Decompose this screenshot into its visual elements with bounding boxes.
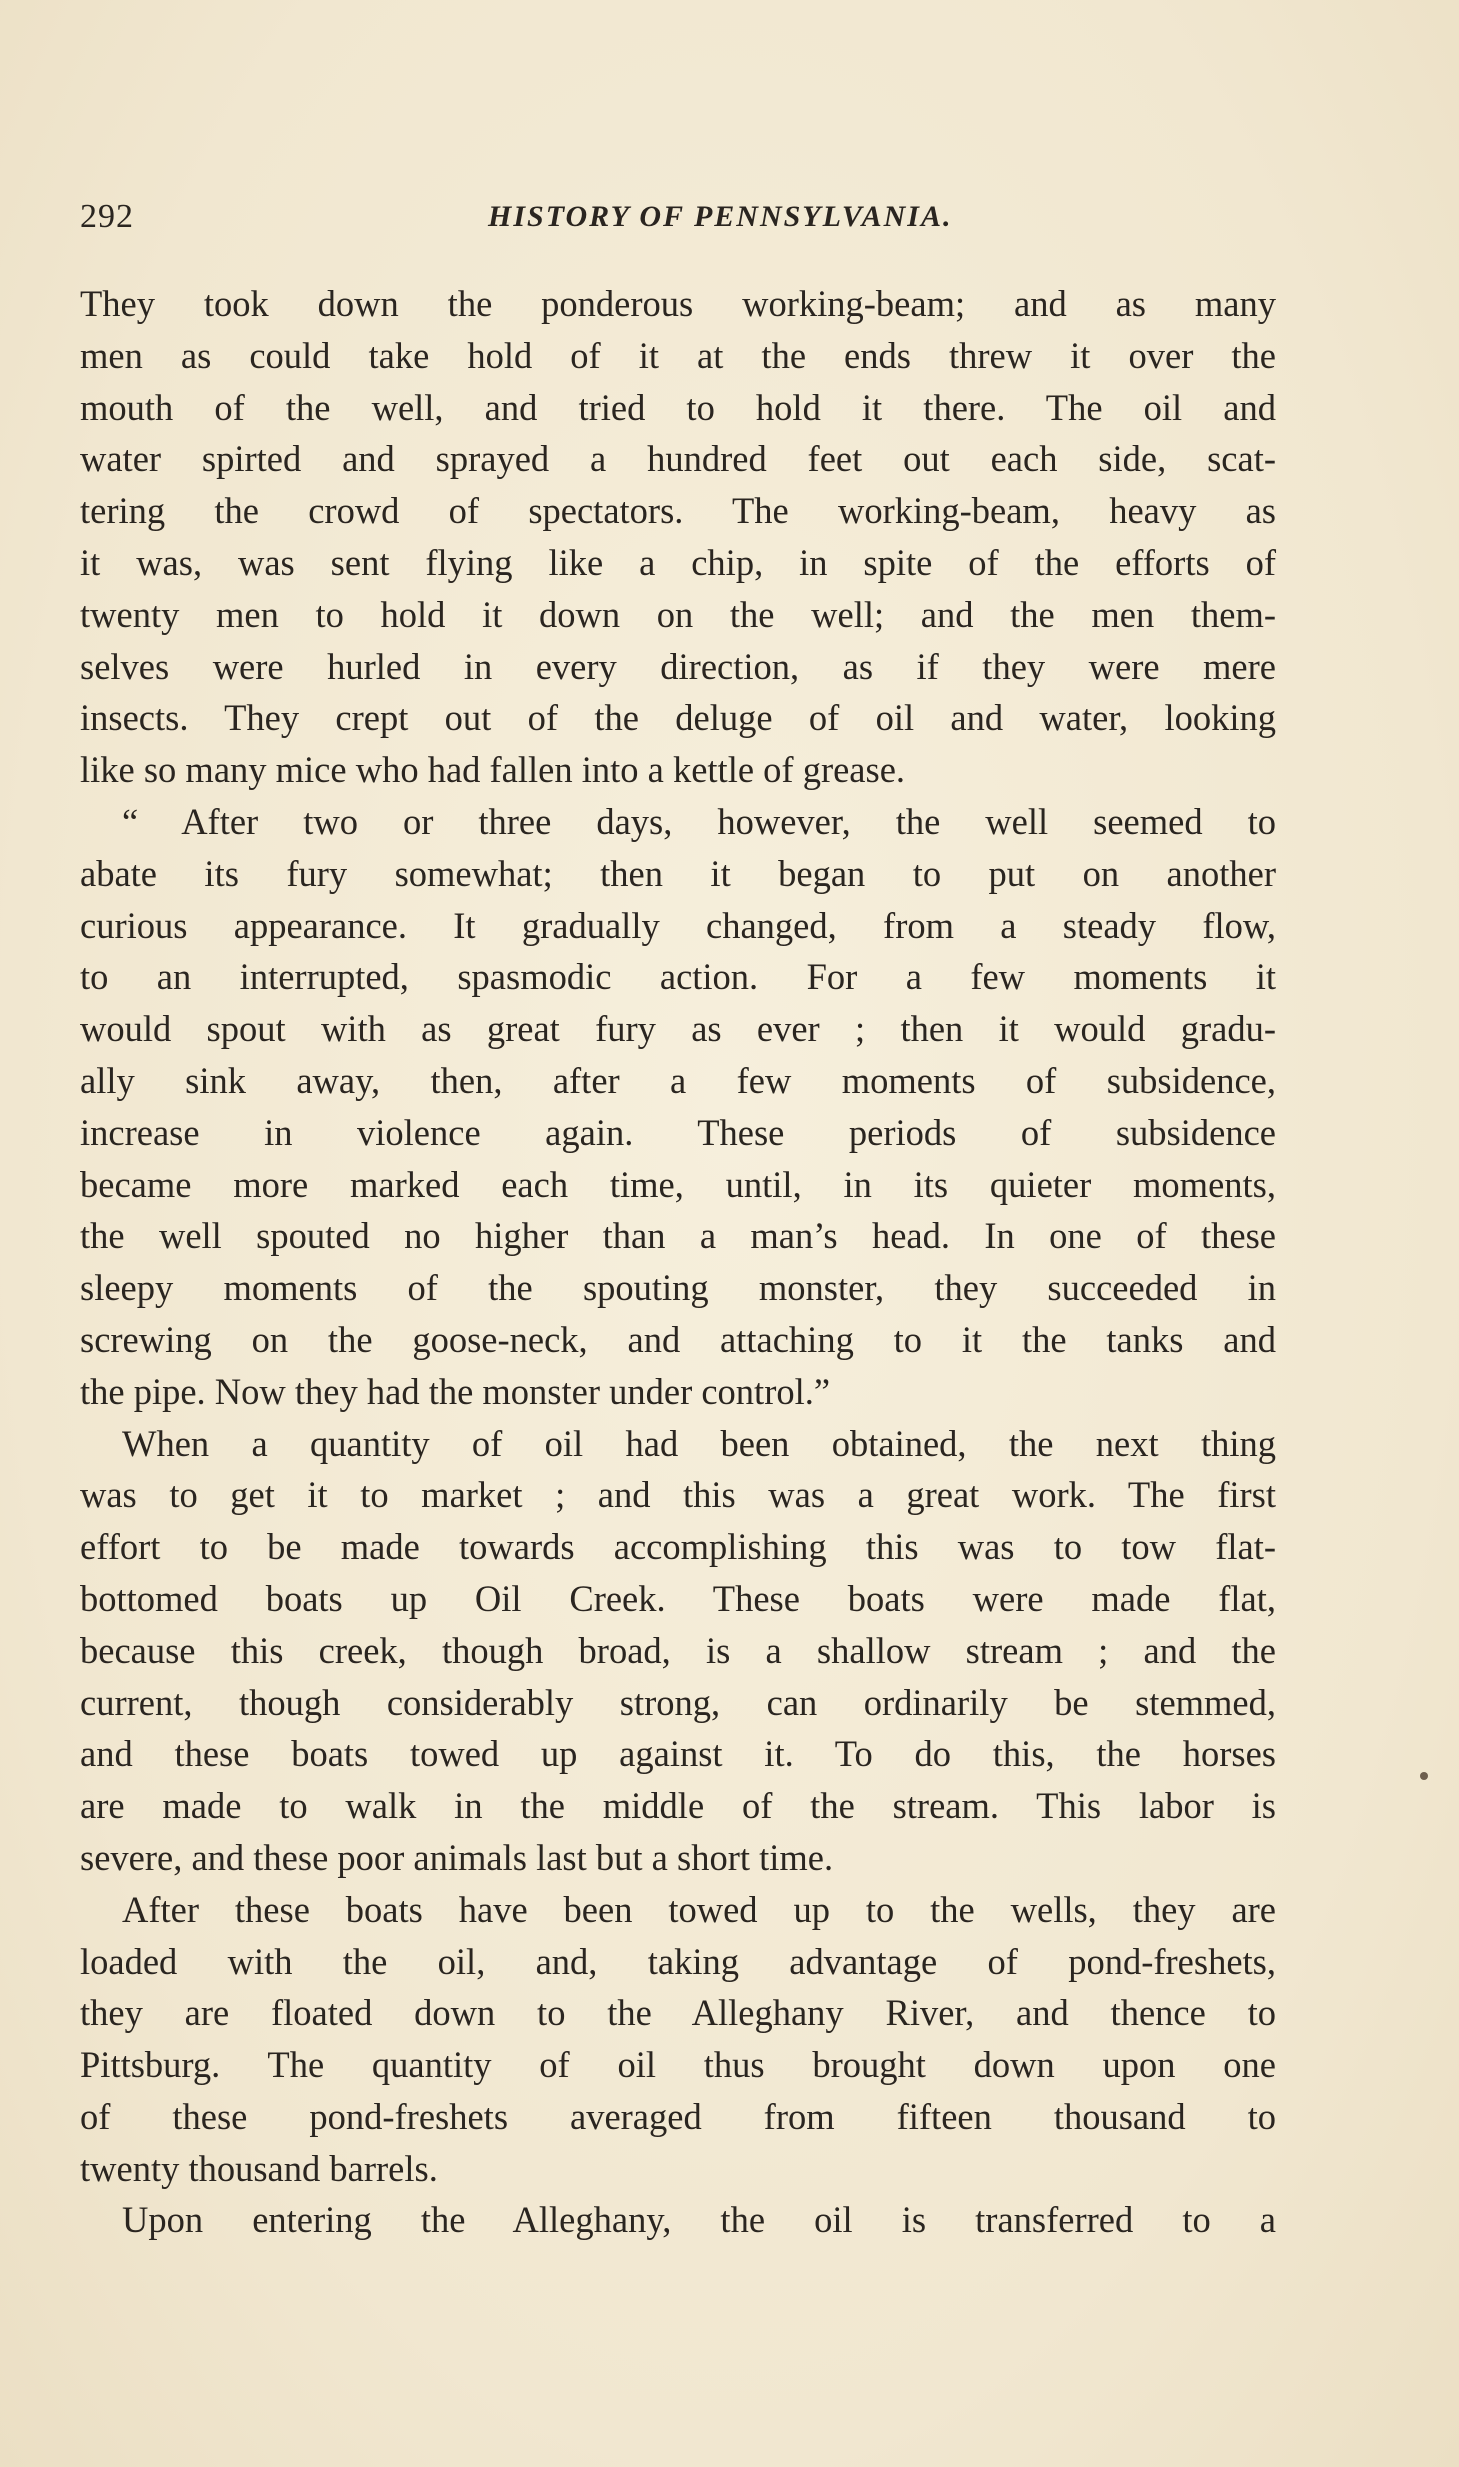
text-line: Upon entering the Alleghany, the oil is transferred to a — [122, 2199, 1276, 2241]
page-speck — [1420, 1772, 1428, 1780]
text-line: bottomed boats up Oil Creek. These boats were made flat, — [80, 1577, 1276, 1619]
text-line: twenty men to hold it down on the well; and the men them- — [80, 593, 1276, 635]
text-line: would spout with as great fury as ever ; then it would gradu- — [80, 1008, 1276, 1050]
text-line: loaded with the oil, and, taking advantage of pond-freshets, — [80, 1940, 1276, 1982]
text-line: current, though considerably strong, can ordinarily be stemmed, — [80, 1681, 1276, 1723]
text-line: and these boats towed up against it. To do this, the horses — [80, 1733, 1276, 1775]
text-line: selves were hurled in every direction, as if they were mere — [80, 645, 1276, 687]
running-title: HISTORY OF PENNSYLVANIA. — [488, 200, 953, 233]
text-line: was to get it to market ; and this was a great work. The first — [80, 1474, 1276, 1516]
text-line: When a quantity of oil had been obtained, the next thing — [122, 1422, 1276, 1464]
text-line: insects. They crept out of the deluge of oil and water, looking — [80, 697, 1276, 739]
text-line: tering the crowd of spectators. The working-beam, heavy as — [80, 490, 1276, 532]
text-line: increase in violence again. These periods of subsidence — [80, 1111, 1276, 1153]
text-line: Pittsburg. The quantity of oil thus brought down upon one — [80, 2044, 1276, 2086]
text-line: abate its fury somewhat; then it began to put on another — [80, 852, 1276, 894]
text-line: “ After two or three days, however, the well seemed to — [122, 800, 1276, 842]
text-line: mouth of the well, and tried to hold it there. The oil and — [80, 386, 1276, 428]
text-line: because this creek, though broad, is a shallow stream ; and the — [80, 1629, 1276, 1671]
text-line: They took down the ponderous working-beam; and as many — [80, 283, 1276, 324]
text-line: effort to be made towards accomplishing this was to tow flat- — [80, 1526, 1276, 1568]
text-line: After these boats have been towed up to the wells, they are — [122, 1888, 1276, 1930]
text-line: men as could take hold of it at the ends threw it over the — [80, 334, 1276, 376]
text-line: screwing on the goose-neck, and attaching to it the tanks and — [80, 1318, 1276, 1360]
text-line: the well spouted no higher than a man’s head. In one of these — [80, 1215, 1276, 1257]
text-line: twenty thousand barrels. — [80, 2147, 438, 2189]
text-line: water spirted and sprayed a hundred feet out each side, scat- — [80, 438, 1276, 480]
text-line: like so many mice who had fallen into a kettle of grease. — [80, 749, 906, 791]
text-line: sleepy moments of the spouting monster, they succeeded in — [80, 1267, 1276, 1309]
text-line: of these pond-freshets averaged from fifteen thousand to — [80, 2095, 1276, 2137]
text-line: became more marked each time, until, in its quieter moments, — [80, 1163, 1276, 1205]
text-line: severe, and these poor animals last but a short time. — [80, 1836, 834, 1878]
text-line: to an interrupted, spasmodic action. For a few moments it — [80, 956, 1276, 998]
body-text — [80, 278, 1276, 2246]
text-line: they are floated down to the Alleghany River, and thence to — [80, 1992, 1276, 2034]
text-line: the pipe. Now they had the monster under control.” — [80, 1370, 831, 1412]
running-header — [80, 198, 1280, 248]
text-line: are made to walk in the middle of the stream. This labor is — [80, 1785, 1276, 1827]
text-line: it was, was sent flying like a chip, in spite of the efforts of — [80, 541, 1276, 583]
text-line: curious appearance. It gradually changed, from a steady flow, — [80, 904, 1276, 946]
page-number: 292 — [80, 198, 134, 235]
text-line: ally sink away, then, after a few moments of subsidence, — [80, 1059, 1276, 1101]
